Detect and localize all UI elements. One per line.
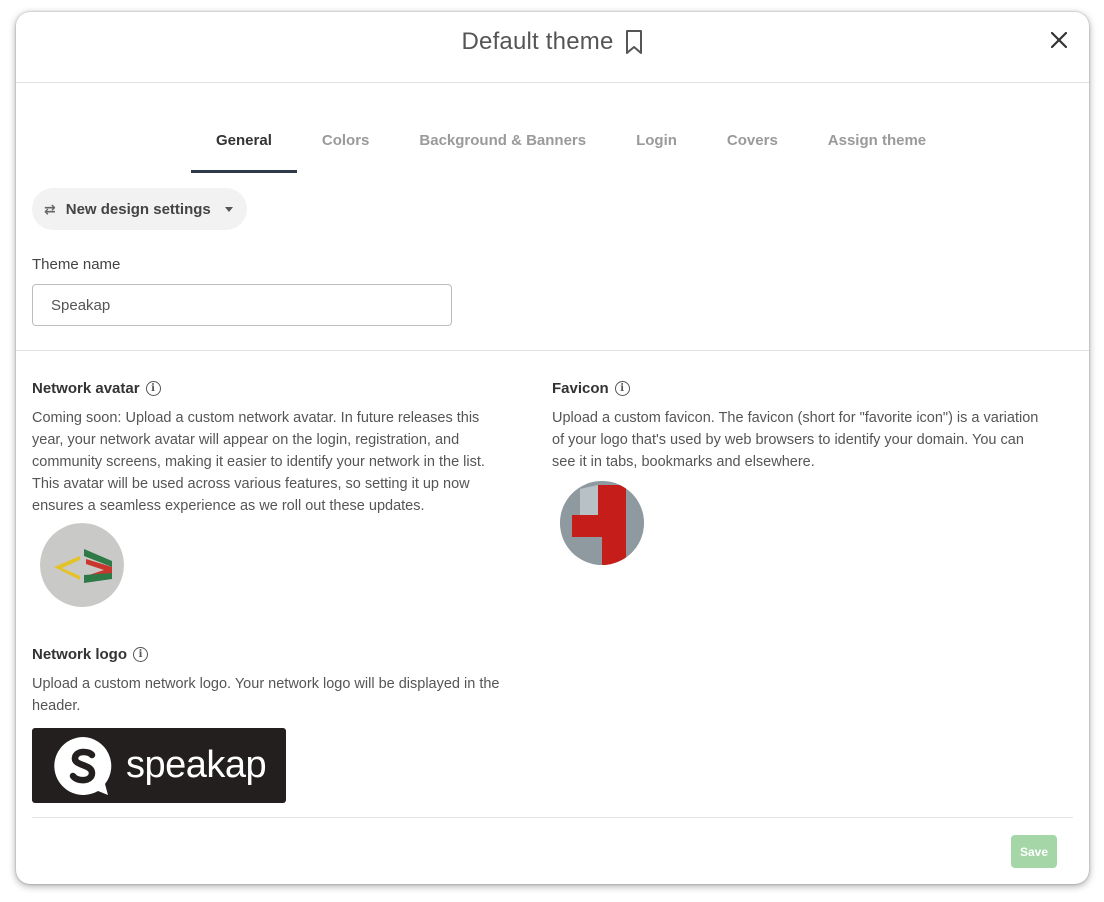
favicon-heading bbox=[552, 378, 1042, 398]
theme-name-label: Theme name bbox=[32, 256, 121, 273]
tab-colors[interactable]: Colors bbox=[321, 132, 370, 149]
bookmark-icon[interactable] bbox=[624, 29, 644, 55]
design-settings-label: New design settings bbox=[65, 200, 211, 218]
footer-divider bbox=[32, 817, 1073, 818]
tab-general[interactable]: General bbox=[191, 124, 297, 170]
network-avatar-title: Network avatar bbox=[32, 379, 140, 397]
modal-title: Default theme bbox=[461, 28, 614, 55]
swap-icon: ⇄ bbox=[44, 200, 56, 217]
speakap-logo-icon bbox=[52, 735, 114, 797]
tab-background-banners[interactable]: Background & Banners bbox=[419, 132, 587, 149]
close-icon[interactable] bbox=[1047, 28, 1071, 52]
modal-header bbox=[16, 12, 1089, 83]
design-settings-dropdown[interactable] bbox=[32, 188, 247, 230]
tab-assign-theme[interactable]: Assign theme bbox=[827, 132, 927, 149]
network-avatar-image[interactable] bbox=[40, 523, 124, 607]
network-logo-heading bbox=[32, 644, 522, 664]
tab-login[interactable]: Login bbox=[636, 132, 677, 149]
favicon-section bbox=[552, 378, 1042, 565]
info-icon[interactable]: i bbox=[146, 381, 161, 396]
favicon-image[interactable] bbox=[560, 481, 644, 565]
favicon-description: Upload a custom favicon. The favicon (short for "favorite icon") is a variation of your logo that's used by web browsers to identify your domain. You can see it in tabs, bookmarks and elsewhere. bbox=[552, 410, 1039, 470]
theme-name-input[interactable] bbox=[32, 284, 452, 326]
info-icon[interactable]: i bbox=[133, 647, 148, 662]
network-avatar-section bbox=[32, 378, 512, 607]
chevron-down-icon bbox=[225, 207, 233, 212]
logo-wordmark: speakap bbox=[126, 744, 267, 786]
network-logo-image[interactable] bbox=[32, 728, 286, 803]
save-button[interactable]: Save bbox=[1011, 835, 1057, 868]
info-icon[interactable]: i bbox=[615, 381, 630, 396]
tab-bar bbox=[191, 124, 951, 170]
tab-covers[interactable]: Covers bbox=[726, 132, 778, 149]
network-logo-section bbox=[32, 644, 522, 803]
favicon-title: Favicon bbox=[552, 379, 609, 397]
network-logo-title: Network logo bbox=[32, 645, 128, 663]
network-avatar-heading bbox=[32, 378, 512, 398]
theme-modal bbox=[16, 12, 1089, 884]
network-avatar-description: Coming soon: Upload a custom network avatar. In future releases this year, your network avatar will appear on the login, registration, and community screens, making it easier to identify your network in the list. This avatar will be used across various features, so setting it up now ensures a seamless experience as we roll out these updates. bbox=[32, 410, 485, 514]
section-divider bbox=[16, 350, 1089, 351]
network-logo-description: Upload a custom network logo. Your network logo will be displayed in the header. bbox=[32, 676, 500, 714]
title-wrap bbox=[16, 28, 1089, 56]
